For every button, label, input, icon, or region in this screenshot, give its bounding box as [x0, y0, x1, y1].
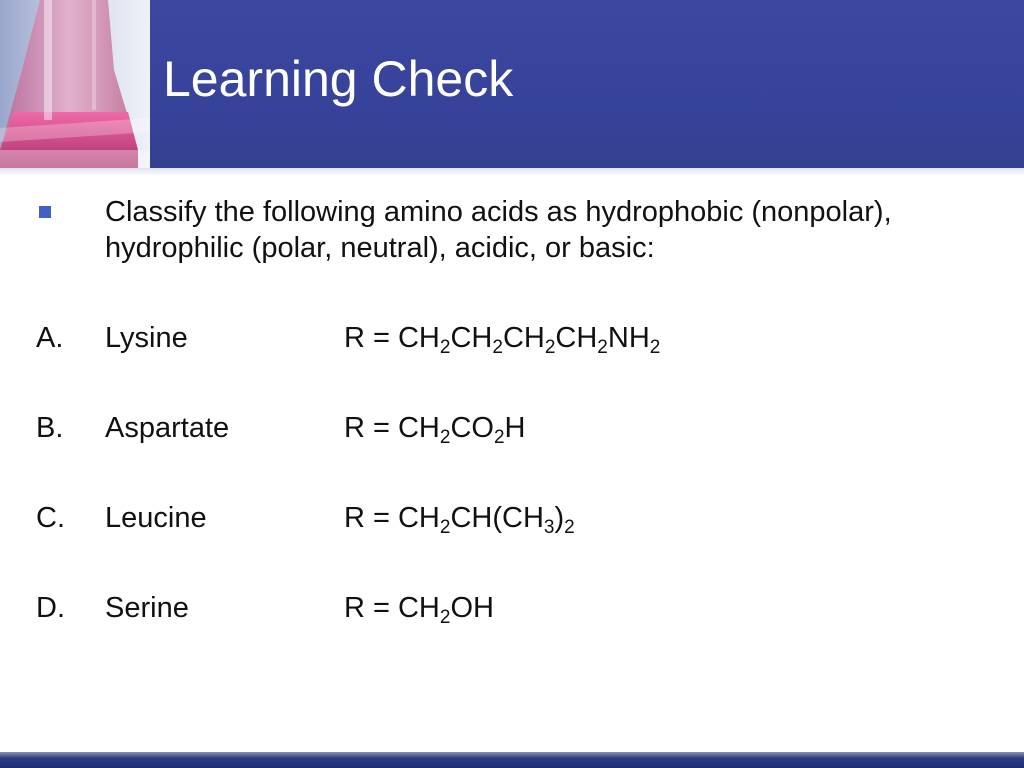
formula-text: R = CH — [344, 322, 440, 354]
formula-text: CH — [502, 322, 545, 354]
formula-text: R = CH — [344, 502, 440, 534]
list-item — [0, 408, 1024, 448]
formula-text: CH — [450, 322, 493, 354]
formula-text: R = CH — [344, 592, 440, 624]
formula-subscript: 2 — [439, 607, 451, 628]
item-formula — [344, 408, 526, 448]
formula-text: CH(CH — [450, 502, 544, 534]
item-formula — [344, 498, 575, 538]
item-name: Aspartate — [105, 412, 230, 444]
list-item — [0, 318, 1024, 358]
formula-subscript: 2 — [439, 337, 451, 358]
formula-subscript: 2 — [439, 517, 451, 538]
item-formula — [344, 318, 660, 358]
header-divider — [0, 168, 1024, 176]
item-letter: C. — [36, 502, 65, 534]
formula-subscript: 2 — [492, 337, 503, 358]
formula-subscript: 2 — [649, 337, 661, 358]
formula-text: R = CH — [344, 412, 440, 444]
item-name: Leucine — [105, 502, 207, 534]
prompt-text: Classify the following amino acids as hydrophobic (nonpolar), hydrophilic (polar, neutral), acidic, or basic: — [105, 196, 892, 264]
item-name: Serine — [105, 592, 189, 624]
formula-subscript: 2 — [493, 427, 505, 448]
list-item — [0, 588, 1024, 628]
flask-icon — [0, 0, 150, 168]
bullet-icon — [39, 206, 51, 218]
formula-subscript: 2 — [564, 517, 575, 538]
item-letter: B. — [36, 412, 64, 444]
formula-text: CO — [450, 412, 494, 444]
list-item — [0, 498, 1024, 538]
formula-subscript: 2 — [439, 427, 451, 448]
flask-image — [0, 0, 150, 168]
formula-text: OH — [450, 592, 494, 624]
formula-text: NH — [607, 322, 650, 354]
formula-subscript: 2 — [544, 337, 556, 358]
formula-subscript: 3 — [543, 517, 555, 538]
item-letter: A. — [36, 322, 64, 354]
item-letter: D. — [36, 592, 65, 624]
item-name: Lysine — [105, 322, 188, 354]
formula-text: ) — [554, 502, 565, 534]
footer-bar — [0, 752, 1024, 768]
formula-subscript: 2 — [597, 337, 608, 358]
slide-title: Learning Check — [163, 51, 514, 107]
item-formula — [344, 588, 494, 628]
formula-text: CH — [555, 322, 598, 354]
formula-text: H — [504, 412, 526, 444]
